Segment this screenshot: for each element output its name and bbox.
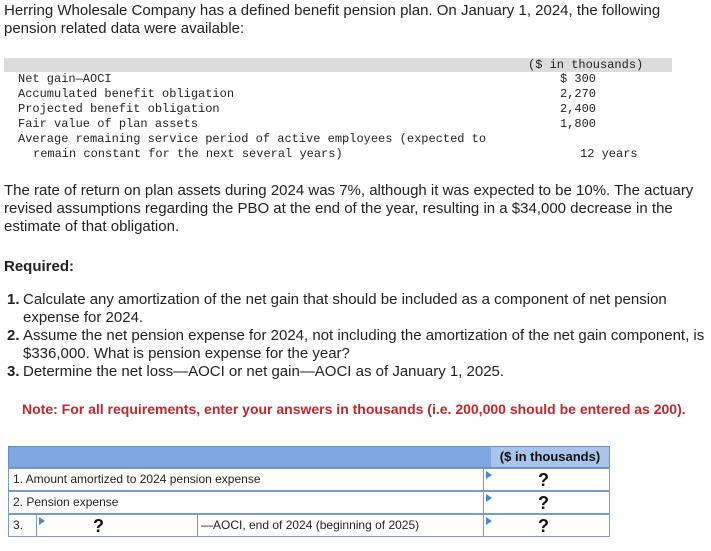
answer-row-label: —AOCI, end of 2024 (beginning of 2025) xyxy=(201,518,420,532)
placeholder-question-mark: ? xyxy=(538,516,549,536)
amortization-input[interactable] xyxy=(483,469,610,490)
data-table-header xyxy=(4,58,672,72)
data-row-value: 12 years xyxy=(580,147,638,161)
instruction-note: Note: For all requirements, enter your answers in thousands (i.e. 200,000 should be entered as 200). xyxy=(22,401,686,417)
placeholder-question-mark: ? xyxy=(538,470,549,490)
data-table-header-label: ($ in thousands) xyxy=(528,58,644,72)
requirement-number: 2. xyxy=(7,327,20,344)
data-row-label: remain constant for the next several years) xyxy=(33,147,343,161)
pension-expense-input[interactable] xyxy=(483,492,610,513)
answer-row-pension-expense xyxy=(8,491,610,514)
data-row-service-period xyxy=(4,132,672,147)
rate-paragraph: The rate of return on plan assets during 2024 was 7%, although it was expected to be 10%. The actuary revised assumptions regarding the PBO at the end of the year, resulting in a $34,000 decrease in the estimate of that obligation. xyxy=(4,182,694,235)
required-heading: Required: xyxy=(4,258,75,275)
input-flag-icon xyxy=(486,517,492,525)
data-row-label: Net gain—AOCI xyxy=(18,72,112,86)
data-row-value: 2,400 xyxy=(559,102,596,116)
answer-table xyxy=(8,446,610,538)
data-row-value: 2,270 xyxy=(559,87,596,101)
requirement-number: 1. xyxy=(7,291,20,308)
requirement-2 xyxy=(4,327,709,363)
data-row-label: Projected benefit obligation xyxy=(18,102,220,116)
data-row-pbo xyxy=(4,102,672,117)
answer-table-header xyxy=(8,446,610,468)
data-row-net-gain xyxy=(4,72,672,87)
data-row-plan-assets xyxy=(4,117,672,132)
intro-text: Herring Wholesale Company has a defined benefit pension plan. On January 1, 2024, the following pension related data were available: xyxy=(4,2,661,37)
data-row-label: Fair value of plan assets xyxy=(18,117,199,131)
input-flag-icon xyxy=(39,517,45,525)
requirement-text: Assume the net pension expense for 2024, not including the amortization of the net gain component, is $336,000. What is pension expense for the year? xyxy=(23,327,705,362)
answer-column-header: ($ in thousands) xyxy=(491,447,609,467)
answer-row-label: 1. Amount amortized to 2024 pension expense xyxy=(13,472,261,486)
answer-row-amortization xyxy=(8,468,610,491)
requirement-1 xyxy=(4,291,709,327)
data-row-value: $ 300 xyxy=(559,72,596,86)
placeholder-question-mark: ? xyxy=(93,516,104,536)
net-gain-loss-select[interactable] xyxy=(37,515,198,536)
aoci-amount-input[interactable] xyxy=(483,515,610,536)
data-row-value: 1,800 xyxy=(559,117,596,131)
data-row-label: Average remaining service period of active employees (expected to xyxy=(18,132,487,146)
requirements-list xyxy=(4,291,709,381)
pension-data-table xyxy=(4,58,672,162)
requirement-3 xyxy=(4,363,709,381)
input-flag-icon xyxy=(486,494,492,502)
requirement-text: Calculate any amortization of the net gain that should be included as a component of net pension expense for 2024. xyxy=(23,291,667,326)
requirement-number: 3. xyxy=(7,363,20,380)
placeholder-question-mark: ? xyxy=(538,493,549,513)
answer-row-aoci xyxy=(8,514,610,537)
answer-row-label: 2. Pension expense xyxy=(13,495,119,509)
answer-row-number: 3. xyxy=(9,515,37,536)
data-row-abo xyxy=(4,87,672,102)
data-row-label: Accumulated benefit obligation xyxy=(18,87,235,101)
data-row-service-period-cont xyxy=(4,147,672,162)
input-flag-icon xyxy=(486,471,492,479)
requirement-text: Determine the net loss—AOCI or net gain—AOCI as of January 1, 2025. xyxy=(23,363,505,380)
